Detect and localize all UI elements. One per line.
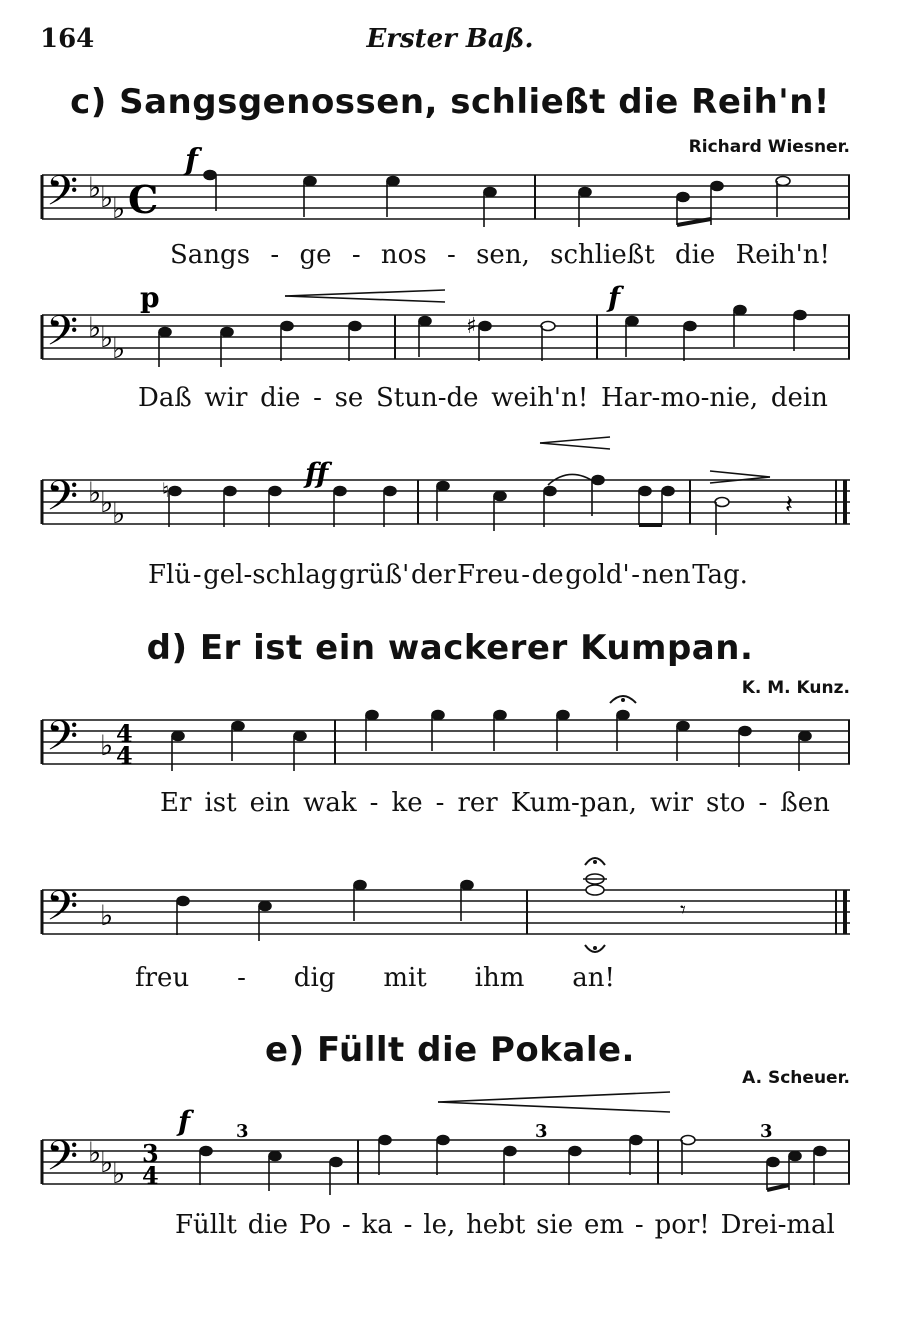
svg-text:♭: ♭: [112, 1157, 126, 1190]
staff-system: [0, 685, 900, 785]
triplet-mark: 3: [236, 1121, 249, 1142]
dynamic-mark: f: [608, 285, 621, 314]
svg-text:𝄢: 𝄢: [46, 882, 79, 940]
svg-text:♭: ♭: [100, 486, 114, 519]
page-number: 164: [40, 24, 95, 54]
time-sig-top: 4: [116, 719, 133, 748]
time-sig-bottom: 4: [116, 741, 133, 770]
svg-text:𝄽: 𝄽: [785, 490, 793, 520]
svg-text:𝄢: 𝄢: [46, 472, 79, 530]
lyrics-line: Flü - gel-schlag grüß' der Freu - de gold' - nen Tag.: [148, 560, 748, 590]
svg-text:𝄢: 𝄢: [46, 1132, 79, 1190]
dynamic-mark: f: [178, 1105, 191, 1138]
triplet-mark: 3: [535, 1121, 548, 1142]
staff-system: [0, 1085, 900, 1205]
composer-d: K. M. Kunz.: [741, 678, 850, 698]
lyrics-line: Sangs - ge - nos - sen, schließt die Reih'n!: [170, 240, 830, 270]
bass-clef: 𝄢: [46, 167, 79, 225]
svg-text:𝄢: 𝄢: [46, 307, 79, 365]
dynamic-mark: p: [140, 285, 160, 314]
dynamic-mark: f: [185, 145, 198, 178]
lyrics-line: freu - dig mit ihm an!: [135, 963, 615, 993]
svg-text:♭: ♭: [100, 321, 114, 354]
composer-e: A. Scheuer.: [742, 1068, 850, 1088]
song-title-d: d) Er ist ein wackerer Kumpan.: [146, 628, 754, 668]
lyrics-line: Er ist ein wak - ke - rer Kum-pan, wir sto - ßen: [160, 788, 830, 818]
svg-text:♭: ♭: [88, 311, 102, 344]
time-signature: C: [128, 177, 159, 222]
svg-text:♭: ♭: [112, 192, 126, 225]
svg-text:♭: ♭: [112, 332, 126, 365]
running-head: Erster Baß.: [366, 24, 534, 54]
staff-system: [0, 435, 900, 545]
song-title-c: c) Sangsgenossen, schließt die Reih'n!: [70, 82, 830, 122]
svg-text:♭: ♭: [100, 899, 114, 932]
time-sig-bottom: 4: [142, 1161, 159, 1190]
svg-text:♯: ♯: [466, 314, 477, 339]
svg-text:♭: ♭: [112, 497, 126, 530]
lyrics-line: Füllt die Po - ka - le, hebt sie em - por! Drei-mal: [175, 1210, 835, 1240]
svg-text:♭: ♭: [100, 729, 114, 762]
triplet-mark: 3: [760, 1121, 773, 1142]
dynamic-mark: ff: [305, 457, 329, 490]
lyrics-line: Daß wir die - se Stun-de weih'n! Har-mo-nie, dein: [138, 383, 828, 413]
svg-text:♭: ♭: [88, 1136, 102, 1169]
staff-system: [0, 835, 900, 965]
key-signature: ♭: [88, 171, 102, 204]
staff-system: [0, 285, 900, 385]
svg-text:♭: ♭: [100, 1146, 114, 1179]
svg-text:𝄢: 𝄢: [46, 712, 79, 770]
song-title-e: e) Füllt die Pokale.: [265, 1030, 635, 1070]
svg-text:♭: ♭: [100, 181, 114, 214]
svg-text:𝄾: 𝄾: [680, 898, 686, 923]
composer-c: Richard Wiesner.: [688, 137, 850, 157]
staff-system: [0, 145, 900, 245]
time-sig-top: 3: [142, 1139, 159, 1168]
svg-text:♭: ♭: [88, 476, 102, 509]
svg-text:♮: ♮: [162, 478, 170, 502]
